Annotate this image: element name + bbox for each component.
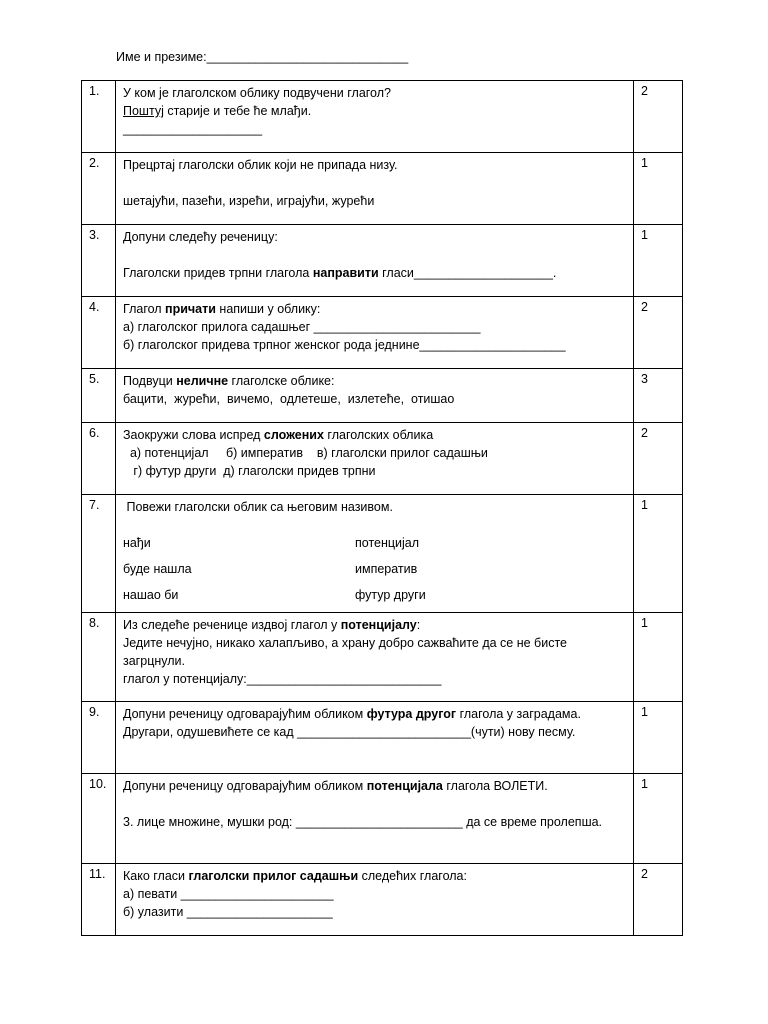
question-row-8 bbox=[82, 613, 683, 702]
key-word: футура другог bbox=[366, 707, 457, 721]
text-post: напиши у облику: bbox=[215, 302, 321, 316]
points: 2 bbox=[634, 81, 683, 153]
question-text: Повежи глаголски облик са његовим називом. bbox=[123, 500, 393, 514]
answer-sentence[interactable]: Другари, одушевићете се кад _________________________(чути) нову песму. bbox=[123, 725, 576, 739]
question-text bbox=[123, 300, 625, 318]
question-number: 2. bbox=[82, 153, 116, 225]
form-name[interactable]: потенцијал bbox=[355, 536, 420, 550]
name-label: Име и презиме: bbox=[116, 50, 207, 64]
options-line-1[interactable]: а) потенцијал б) императив в) глаголски прилог садашњи bbox=[123, 446, 488, 460]
points: 2 bbox=[634, 297, 683, 369]
verb-form[interactable]: нашао би bbox=[123, 588, 179, 602]
question-row-11 bbox=[82, 864, 683, 936]
question-body bbox=[116, 423, 634, 495]
question-row-4 bbox=[82, 297, 683, 369]
question-text bbox=[123, 867, 625, 885]
points: 1 bbox=[634, 153, 683, 225]
sentence-rest: старије и тебе ће млађи. bbox=[163, 104, 312, 118]
question-sentence: Једите нечујно, никако халапљиво, а храну добро сажваћите да се не бисте загрцнули. bbox=[123, 636, 567, 668]
text-post: следећих глагола: bbox=[358, 869, 467, 883]
underlined-verb: Поштуј bbox=[123, 104, 164, 118]
answer-sentence[interactable]: 3. лице множине, мушки род: ________________________ да се време пролепша. bbox=[123, 815, 603, 829]
points: 1 bbox=[634, 702, 683, 774]
question-number: 6. bbox=[82, 423, 116, 495]
question-body bbox=[116, 864, 634, 936]
key-verb: причати bbox=[165, 302, 216, 316]
text-post: глаголске облике: bbox=[228, 374, 335, 388]
text-post: глаголских облика bbox=[323, 428, 434, 442]
question-body bbox=[116, 297, 634, 369]
question-text bbox=[123, 705, 625, 723]
question-sentence[interactable] bbox=[123, 264, 625, 282]
question-row-1 bbox=[82, 81, 683, 153]
text-pre: Како гласи bbox=[123, 869, 189, 883]
points: 2 bbox=[634, 423, 683, 495]
answer-blank[interactable]: ____________________ bbox=[123, 122, 263, 136]
question-text bbox=[123, 426, 625, 444]
verb-form[interactable]: буде нашла bbox=[123, 562, 192, 576]
question-number: 1. bbox=[82, 81, 116, 153]
question-body bbox=[116, 225, 634, 297]
question-row-3 bbox=[82, 225, 683, 297]
word-list[interactable]: шетајући, пазећи, изрећи, играјући, журећи bbox=[123, 194, 375, 208]
text-post: глагола у заградама. bbox=[456, 707, 581, 721]
question-body bbox=[116, 613, 634, 702]
options-line-2[interactable]: г) футур други д) глаголски придев трпни bbox=[123, 464, 376, 478]
question-row-6 bbox=[82, 423, 683, 495]
word-list[interactable]: бацити, журећи, вичемо, одлетеше, излетеће, отишао bbox=[123, 392, 455, 406]
answer-blank[interactable]: глагол у потенцијалу:____________________________ bbox=[123, 672, 442, 686]
match-pair bbox=[123, 534, 625, 560]
question-number: 9. bbox=[82, 702, 116, 774]
question-text: Допуни следећу реченицу: bbox=[123, 230, 278, 244]
text-pre: Заокружи слова испред bbox=[123, 428, 264, 442]
text-pre: Глагол bbox=[123, 302, 166, 316]
text-pre: Из следеће реченице издвој глагол у bbox=[123, 618, 341, 632]
question-number: 10. bbox=[82, 774, 116, 864]
question-row-2 bbox=[82, 153, 683, 225]
question-body bbox=[116, 495, 634, 613]
question-number: 7. bbox=[82, 495, 116, 613]
worksheet-table bbox=[81, 80, 683, 936]
question-number: 5. bbox=[82, 369, 116, 423]
points: 1 bbox=[634, 774, 683, 864]
name-blank[interactable]: _____________________________ bbox=[206, 50, 409, 64]
key-word: неличне bbox=[176, 374, 229, 388]
question-row-9 bbox=[82, 702, 683, 774]
question-body bbox=[116, 702, 634, 774]
key-word: потенцијалу bbox=[340, 618, 417, 632]
key-verb: направити bbox=[312, 266, 379, 280]
question-body bbox=[116, 81, 634, 153]
points: 2 bbox=[634, 864, 683, 936]
answer-line-a[interactable]: а) певати ______________________ bbox=[123, 887, 334, 901]
question-body bbox=[116, 369, 634, 423]
sentence-post: гласи____________________. bbox=[378, 266, 557, 280]
question-text bbox=[123, 777, 625, 795]
text-post: : bbox=[416, 618, 421, 632]
question-text bbox=[123, 372, 625, 390]
points: 1 bbox=[634, 225, 683, 297]
name-line[interactable] bbox=[116, 50, 408, 64]
question-body bbox=[116, 774, 634, 864]
match-pair bbox=[123, 560, 625, 586]
key-word: глаголски прилог садашњи bbox=[188, 869, 359, 883]
text-pre: Допуни реченицу одговарајућим обликом bbox=[123, 707, 367, 721]
question-text: Прецртај глаголски облик који не припада низу. bbox=[123, 158, 398, 172]
sentence-pre: Глаголски придев трпни глагола bbox=[123, 266, 313, 280]
form-name[interactable]: императив bbox=[355, 562, 418, 576]
question-number: 11. bbox=[82, 864, 116, 936]
answer-line-a[interactable]: а) глаголског прилога садашњег ________________________ bbox=[123, 320, 481, 334]
form-name[interactable]: футур други bbox=[355, 588, 426, 602]
question-sentence bbox=[123, 102, 625, 120]
key-word: потенцијала bbox=[366, 779, 443, 793]
question-text: У ком је глаголском облику подвучени глагол? bbox=[123, 86, 391, 100]
points: 1 bbox=[634, 495, 683, 613]
answer-line-b[interactable]: б) глаголског придева трпног женског рода једнине_____________________ bbox=[123, 338, 566, 352]
points: 1 bbox=[634, 613, 683, 702]
question-number: 8. bbox=[82, 613, 116, 702]
question-text bbox=[123, 616, 625, 634]
question-number: 4. bbox=[82, 297, 116, 369]
text-pre: Подвуци bbox=[123, 374, 177, 388]
question-row-5 bbox=[82, 369, 683, 423]
question-number: 3. bbox=[82, 225, 116, 297]
answer-line-b[interactable]: б) улазити _____________________ bbox=[123, 905, 333, 919]
text-post: глагола ВОЛЕТИ. bbox=[442, 779, 548, 793]
question-body bbox=[116, 153, 634, 225]
match-pair bbox=[123, 586, 625, 612]
text-pre: Допуни реченицу одговарајућим обликом bbox=[123, 779, 367, 793]
key-word: сложених bbox=[263, 428, 324, 442]
points: 3 bbox=[634, 369, 683, 423]
question-row-7 bbox=[82, 495, 683, 613]
question-row-10 bbox=[82, 774, 683, 864]
verb-form[interactable]: нађи bbox=[123, 536, 151, 550]
